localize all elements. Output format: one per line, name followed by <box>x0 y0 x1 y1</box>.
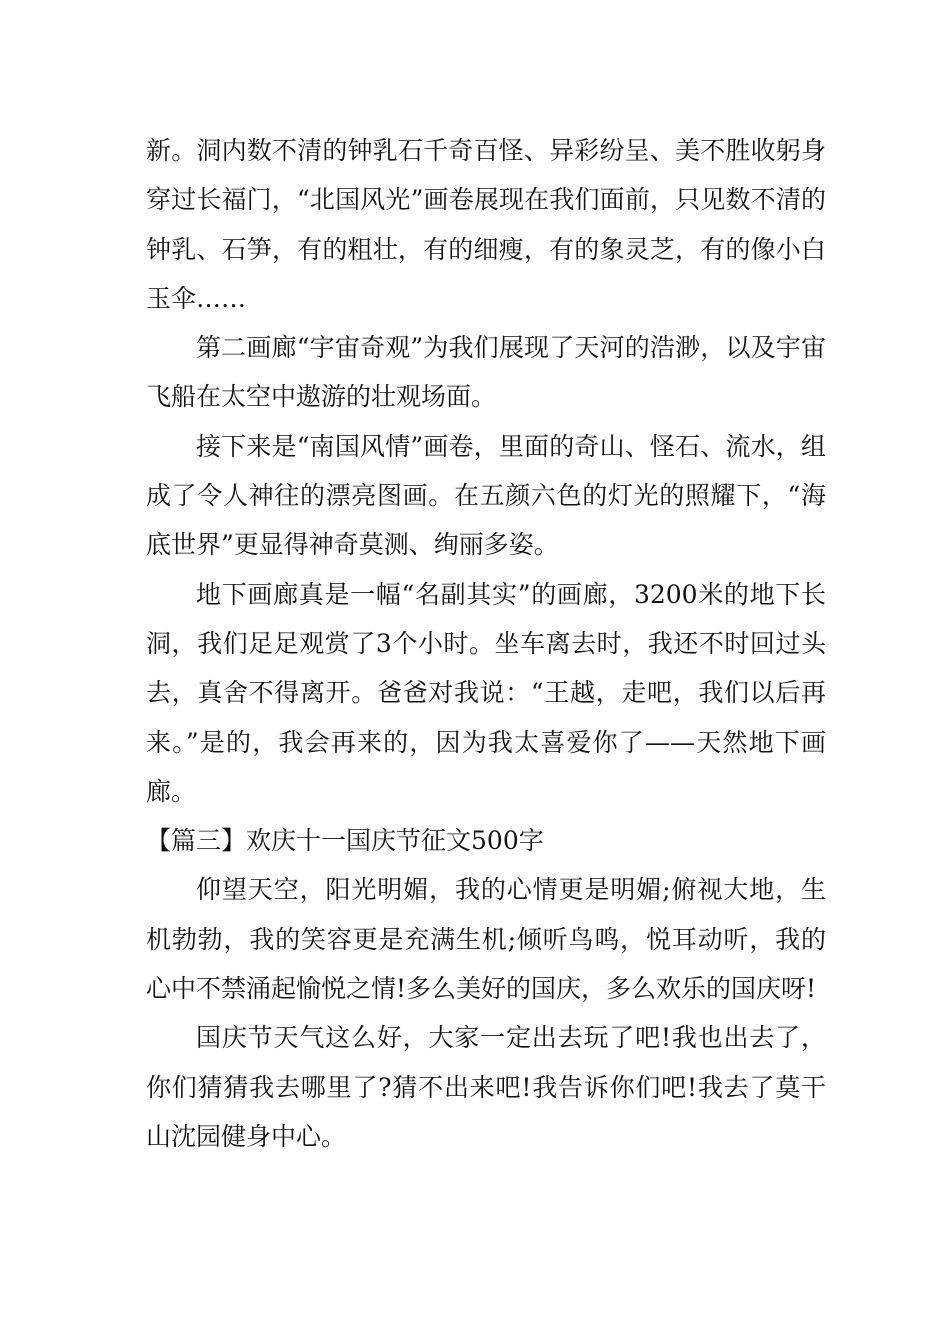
section-heading: 【篇三】欢庆十一国庆节征文500字 <box>146 826 544 856</box>
paragraph-cave-north-scenery: 新。洞内数不清的钟乳石千奇百怪、异彩纷呈、美不胜收躬身穿过长福门，“北国风光”画卷展现在我们面前，只见数不清的钟乳、石笋，有的粗壮，有的细瘦，有的象灵芝，有的像小白玉伞…… <box>146 136 826 313</box>
paragraph-south-scenery: 接下来是“南国风情”画卷，里面的奇山、怪石、流水，组成了令人神往的漂亮图画。在五颜六色的灯光的照耀下，“海底世界”更显得神奇莫测、绚丽多姿。 <box>146 431 826 560</box>
paragraph-national-day-outing: 国庆节天气这么好，大家一定出去玩了吧!我也出去了，你们猜猜我去哪里了?猜不出来吧!我告诉你们吧!我去了莫干山沈园健身中心。 <box>146 1023 826 1151</box>
paragraph-national-day-mood: 仰望天空，阳光明媚，我的心情更是明媚;俯视大地，生机勃勃，我的笑容更是充满生机;倾听鸟鸣，悦耳动听，我的心中不禁涌起愉悦之情!多么美好的国庆，多么欢乐的国庆呀! <box>146 875 826 1004</box>
paragraph-gallery-conclusion: 地下画廊真是一幅“名副其实”的画廊，3200米的地下长洞，我们足足观赏了3个小时。坐车离去时，我还不时回过头去，真舍不得离开。爸爸对我说：“王越，走吧，我们以后再来。”是的，我会再来的，因为我太喜爱你了——天然地下画廊。 <box>146 579 826 806</box>
paragraph-second-gallery: 第二画廊“宇宙奇观”为我们展现了天河的浩渺，以及宇宙飞船在太空中遨游的壮观场面。 <box>146 333 826 412</box>
document-body <box>146 126 826 1161</box>
